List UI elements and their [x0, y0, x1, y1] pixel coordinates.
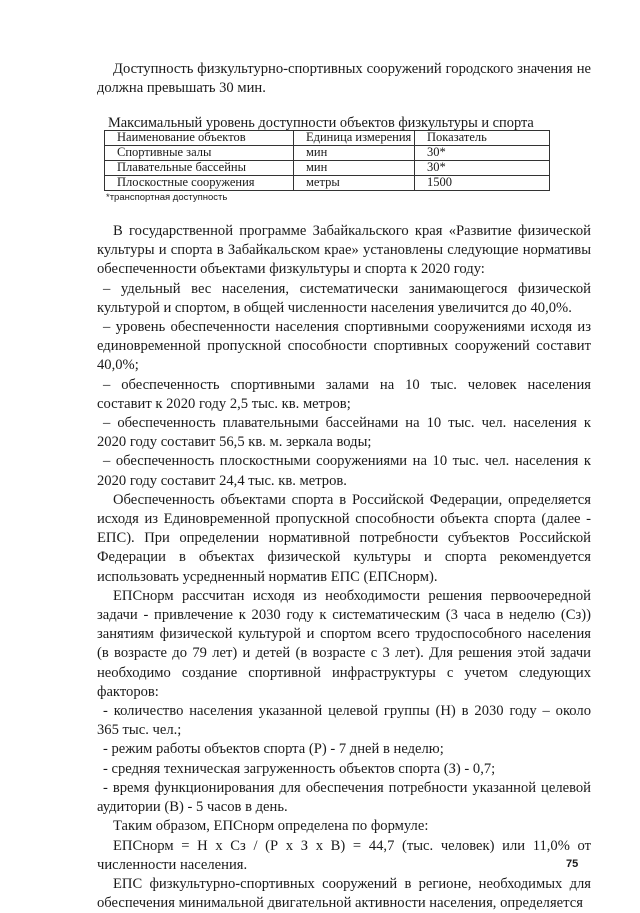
body-text: [97, 222, 591, 913]
table-cell: Плавательные бассейны: [105, 161, 294, 176]
table-cell: мин: [294, 161, 415, 176]
list-item: – удельный вес населения, систематически занимающегося физической культурой и спортом, в общей численности населения увеличится до 40,0%.: [97, 280, 591, 316]
table-row: [105, 146, 550, 161]
list-item: - режим работы объектов спорта (Р) - 7 дней в неделю;: [103, 741, 444, 758]
table-cell: Спортивные залы: [105, 146, 294, 161]
table-cell: метры: [294, 176, 415, 191]
table-cell: мин: [294, 146, 415, 161]
paragraph: ЕПС физкультурно-спортивных сооружений в регионе, необходимых для обеспечения минимальной двигательной активности населения, определяется: [97, 875, 591, 912]
table-cell: 1500: [415, 176, 550, 191]
list-item: - средняя техническая загруженность объектов спорта (З) - 0,7;: [103, 760, 496, 777]
paragraph: Обеспеченность объектами спорта в Российской Федерации, определяется исходя из Единовременной пропускной способности объекта спорта (далее - ЕПС). При определении нормативной потребности субъектов Российской Федерации в объектах физической культуры и спорта рекомендуется использовать усредненный норматив ЕПС (ЕПСнорм).: [97, 491, 591, 585]
table-title: Максимальный уровень доступности объектов физкультуры и спорта: [108, 115, 534, 131]
list-item: – обеспеченность плавательными бассейнами на 10 тыс. чел. населения к 2020 году составит 56,5 кв. м. зеркала воды;: [97, 415, 591, 451]
header-cell: Наименование объектов: [105, 131, 294, 146]
header-cell: Единица измерения: [294, 131, 415, 146]
table-footnote: *транспортная доступность: [106, 192, 228, 203]
intro-text: Доступность физкультурно-спортивных сооружений городского значения не должна превышать 30 мин.: [97, 61, 591, 97]
table-cell: 30*: [415, 161, 550, 176]
table-row: [105, 176, 550, 191]
header-cell: Показатель: [415, 131, 550, 146]
table-cell: Плоскостные сооружения: [105, 176, 294, 191]
intro-paragraph: [97, 60, 591, 98]
list-item: - время функционирования для обеспечения потребности указанной целевой аудитории (В) - 5 часов в день.: [97, 779, 591, 816]
page-number: 75: [566, 858, 579, 870]
paragraph: В государственной программе Забайкальского края «Развитие физической культуры и спорта в Забайкальском крае» установлены следующие нормативы обеспеченности объектами физкультуры и спорта к 2020 году:: [97, 223, 591, 278]
table-row: [105, 161, 550, 176]
table-cell: 30*: [415, 146, 550, 161]
list-item: - количество населения указанной целевой группы (Н) в 2030 году – около 365 тыс. чел.;: [97, 703, 591, 739]
list-item: – обеспеченность плоскостными сооружениями на 10 тыс. чел. населения к 2020 году составит 24,4 тыс. кв. метров.: [97, 453, 591, 489]
list-item: – обеспеченность спортивными залами на 10 тыс. человек населения составит к 2020 году 2,5 тыс. кв. метров;: [97, 376, 591, 412]
paragraph: ЕПСнорм рассчитан исходя из необходимости решения первоочередной задачи - привлечение к 2030 году к систематическим (3 часа в неделю (Сз)) занятиям физической культурой и спортом всего трудоспособного населения (в возрасте до 79 лет) и детей (в возрасте с 3 лет). Для решения этой задачи необходимо создание спортивной инфраструктуры с учетом следующих факторов:: [97, 587, 591, 700]
list-item: – уровень обеспеченности населения спортивными сооружениями исходя из единовременной пропускной способности спортивных сооружений составит 40,0%;: [97, 319, 591, 374]
table-header-row: [105, 131, 550, 146]
formula-paragraph: ЕПСнорм = Н х Сз / (Р х З х В) = 44,7 (тыс. человек) или 11,0% от численности населения.: [97, 837, 591, 873]
facilities-table: [104, 130, 550, 191]
paragraph: Таким образом, ЕПСнорм определена по формуле:: [113, 818, 429, 835]
